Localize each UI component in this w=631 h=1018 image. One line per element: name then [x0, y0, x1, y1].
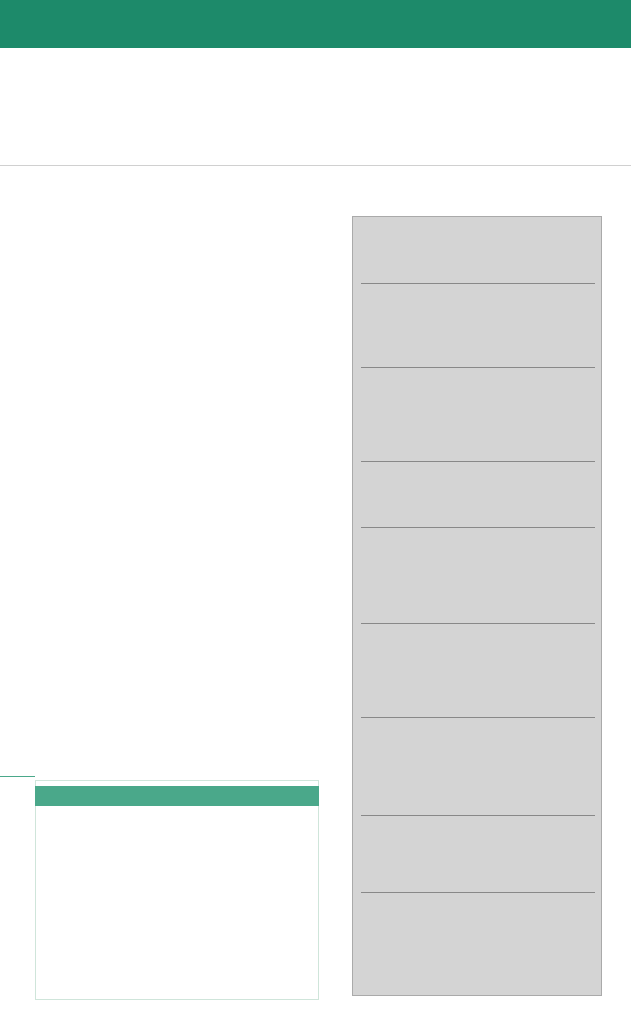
divider: [361, 623, 595, 624]
divider: [361, 815, 595, 816]
divider: [361, 283, 595, 284]
toxic-ratios-section: [363, 724, 595, 726]
ratios-section: [363, 545, 595, 547]
nutritional-section: [363, 289, 595, 291]
notes-panel: [352, 216, 602, 996]
additional-ratios-section: [363, 822, 595, 824]
patient-info: [0, 48, 631, 166]
info-row-5: [0, 130, 631, 149]
toxic-ratios-chart: [0, 490, 320, 760]
info-row-1: [0, 54, 631, 73]
divider: [361, 367, 595, 368]
significant-ratios-chart: [0, 225, 240, 470]
additional-elements-section: [363, 468, 595, 470]
additional-ratios-header: [35, 786, 319, 806]
info-row-3: [0, 92, 631, 111]
reference-ranges-section: [363, 900, 595, 904]
info-row-4: [0, 111, 631, 130]
report-title: [0, 0, 631, 48]
toxic-section: [363, 374, 595, 376]
info-row-2: [0, 73, 631, 92]
additional-ratios-table: [35, 780, 319, 1000]
divider: [361, 717, 595, 718]
divider: [361, 461, 595, 462]
significant-ratios-section: [363, 629, 595, 631]
divider: [361, 527, 595, 528]
divider: [361, 892, 595, 893]
additional-title-line: [0, 776, 35, 777]
levels-section: [363, 227, 595, 229]
